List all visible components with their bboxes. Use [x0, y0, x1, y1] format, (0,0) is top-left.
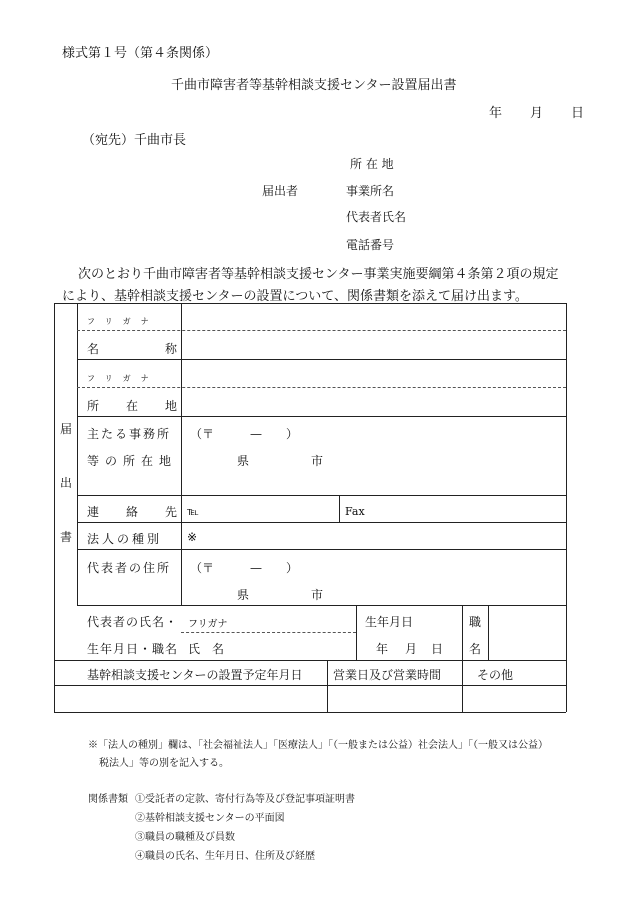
docs-label: 関係書類 [88, 794, 128, 805]
docs-item-3: ③職員の職種及び員数 [135, 832, 235, 843]
corp-type-asterisk: ※ [187, 530, 198, 544]
side-label-1: 届 [60, 422, 73, 436]
business-hours-label: 営業日及び営業時間 [333, 668, 442, 682]
body-text-line-1: 次のとおり千曲市障害者等基幹相談支援センター事業実施要綱第４条第２項の規定 [78, 267, 559, 282]
rep-furigana-label: フリガナ [188, 619, 228, 630]
rep-address-label: 代表者の住所 [87, 561, 172, 575]
rep-address-prefecture: 県 [237, 588, 250, 602]
date-year: 年 [489, 106, 503, 121]
job-label-1: 職 [469, 615, 482, 629]
rep-address-city: 市 [311, 588, 324, 602]
name-label: 名 称 [87, 342, 177, 356]
other-label: その他 [477, 668, 514, 682]
applicant-office-label: 事業所名 [346, 184, 395, 198]
corp-type-label: 法人の種別 [87, 532, 163, 546]
fax-label: Fax [345, 505, 365, 518]
furigana-label-location: フリガナ [87, 374, 159, 383]
rep-address-postal: （〒 — ） [190, 561, 299, 575]
birthdate-label: 生年月日 [365, 615, 414, 629]
main-office-city: 市 [311, 454, 324, 468]
date-day: 日 [571, 106, 585, 121]
form-number: 様式第１号（第４条関係） [62, 46, 219, 61]
side-label-2: 出 [60, 476, 73, 490]
main-office-prefecture: 県 [237, 454, 250, 468]
applicant-phone-label: 電話番号 [346, 238, 395, 252]
docs-item-1: ①受託者の定款、寄付行為等及び登記事項証明書 [135, 794, 355, 805]
addressee: （宛先）千曲市長 [82, 133, 187, 148]
page-title: 千曲市障害者等基幹相談支援センター設置届出書 [171, 78, 457, 93]
docs-item-4: ④職員の氏名、生年月日、住所及び経歴 [135, 851, 315, 862]
docs-item-2: ②基幹相談支援センターの平面図 [135, 813, 285, 824]
main-office-label-1: 主たる事務所 [87, 427, 172, 441]
location-label: 所 在 地 [87, 399, 177, 413]
setup-date-label: 基幹相談支援センターの設置予定年月日 [87, 668, 303, 682]
body-text-line-2: により、基幹相談支援センターの設置について、関係書類を添えて届け出ます。 [62, 289, 528, 304]
rep-name-label-2: 生年月日・職名 [87, 642, 179, 656]
main-office-label-2: 等の所在地 [87, 454, 178, 468]
contact-label: 連 絡 先 [87, 505, 177, 519]
furigana-label-name: フリガナ [87, 317, 159, 326]
birth-year-label: 年 [376, 642, 389, 656]
main-office-postal: （〒 — ） [190, 427, 299, 441]
job-label-2: 名 [469, 642, 482, 656]
birth-day-label: 日 [431, 642, 444, 656]
rep-name-label-1: 代表者の氏名・ [87, 615, 179, 629]
note-line-2: 税法人」等の別を記入する。 [99, 758, 229, 769]
date-month: 月 [530, 106, 544, 121]
applicant-rep-label: 代表者氏名 [346, 210, 407, 224]
tel-label: ℡ [187, 505, 199, 518]
birth-month-label: 月 [405, 642, 418, 656]
applicant-label: 届出者 [262, 184, 299, 198]
rep-shimei-label: 氏 名 [188, 642, 225, 656]
side-label-3: 書 [60, 530, 73, 544]
note-line-1: ※「法人の種別」欄は、「社会福祉法人」「医療法人」「（一般または公益）社会法人」「（一般又は公益） [88, 740, 548, 751]
applicant-address-label: 所 在 地 [350, 157, 394, 171]
